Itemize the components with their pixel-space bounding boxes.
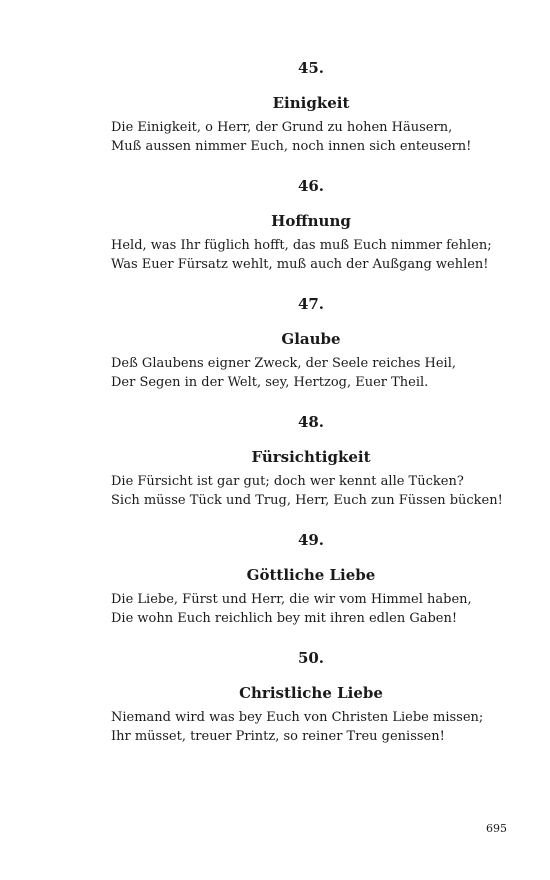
section-number: 50. bbox=[297, 649, 325, 667]
verse bbox=[111, 355, 511, 392]
verse bbox=[111, 473, 511, 510]
verse bbox=[111, 237, 511, 274]
epigram-section-48 bbox=[111, 412, 511, 530]
verse-line: Deß Glaubens eigner Zweck, der Seele reiches Heil, bbox=[111, 356, 456, 371]
section-title: Einigkeit bbox=[272, 94, 350, 112]
page-number: 695 bbox=[486, 822, 507, 835]
section-number: 46. bbox=[297, 177, 325, 195]
verse bbox=[111, 119, 511, 156]
epigram-section-46 bbox=[111, 176, 511, 294]
verse-line: Muß aussen nimmer Euch, noch innen sich enteusern! bbox=[111, 138, 472, 154]
verse-line: Ihr müsset, treuer Printz, so reiner Treu genissen! bbox=[111, 728, 445, 744]
verse bbox=[111, 591, 511, 628]
epigram-section-50 bbox=[111, 648, 511, 766]
verse bbox=[111, 709, 511, 746]
epigram-section-49 bbox=[111, 530, 511, 648]
verse-line: Die wohn Euch reichlich bey mit ihren edlen Gaben! bbox=[111, 610, 458, 626]
verse-line: Was Euer Fürsatz wehlt, muß auch der Außgang wehlen! bbox=[111, 256, 489, 272]
verse-line: Sich müsse Tück und Trug, Herr, Euch zun Füssen bücken! bbox=[111, 492, 503, 508]
section-number: 45. bbox=[297, 59, 325, 77]
verse-line: Die Einigkeit, o Herr, der Grund zu hohen Häusern, bbox=[111, 120, 453, 135]
epigram-section-47 bbox=[111, 294, 511, 412]
verse-line: Der Segen in der Welt, sey, Hertzog, Euer Theil. bbox=[111, 374, 429, 390]
epigram-list bbox=[111, 58, 511, 766]
verse-line: Die Liebe, Fürst und Herr, die wir vom Himmel haben, bbox=[111, 592, 472, 607]
section-title: Fürsichtigkeit bbox=[251, 448, 371, 466]
section-title: Hoffnung bbox=[271, 212, 351, 230]
verse-line: Held, was Ihr füglich hofft, das muß Euch nimmer fehlen; bbox=[111, 238, 492, 253]
epigram-section-45 bbox=[111, 58, 511, 176]
verse-line: Niemand wird was bey Euch von Christen Liebe missen; bbox=[111, 710, 484, 725]
section-title: Glaube bbox=[281, 330, 341, 348]
section-title: Christliche Liebe bbox=[239, 684, 383, 702]
section-title: Göttliche Liebe bbox=[246, 566, 376, 584]
section-number: 48. bbox=[297, 413, 325, 431]
verse-line: Die Fürsicht ist gar gut; doch wer kennt alle Tücken? bbox=[111, 474, 464, 489]
section-number: 49. bbox=[297, 531, 325, 549]
section-number: 47. bbox=[297, 295, 325, 313]
